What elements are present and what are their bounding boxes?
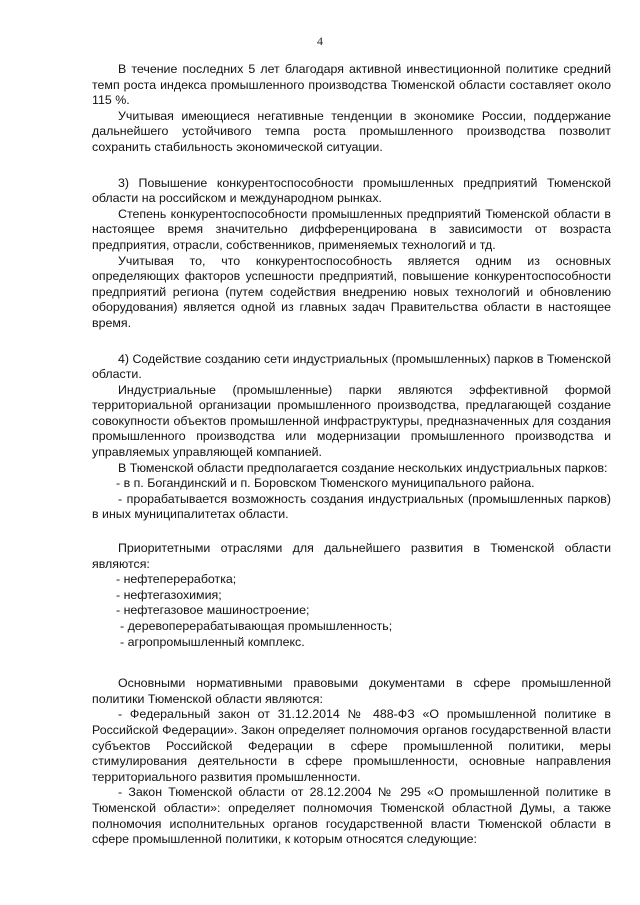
list-item-park-other: - прорабатывается возможность создания индустриальных (промышленных парков) в иных муниципалитетах области.: [92, 491, 611, 522]
paragraph-growth: В течение последних 5 лет благодаря активной инвестиционной политике средний темп роста индекса промышленного производства Тюменской области составляет около 115 %.: [92, 62, 611, 108]
list-item-sector: - деревоперерабатывающая промышленность;: [120, 619, 393, 633]
list-item-sector: - нефтегазохимия;: [116, 587, 222, 602]
paragraph-stability: Учитывая имеющиеся негативные тенденции в экономике России, поддержание дальнейшего устойчивого темпа роста промышленного производства позволит сохранить стабильность экономической ситуации.: [92, 108, 611, 154]
heading-industrial-parks: 4) Содействие созданию сети индустриальных (промышленных) парков в Тюменской области.: [92, 351, 611, 382]
list-item-federal-law: - Федеральный закон от 31.12.2014 № 488-ФЗ «О промышленной политике в Российской Федерации». Закон определяет полномочия органов государственной власти субъектов Российской Федерации в сфере промышленной политики, меры стимулирования деятельности в сфере промышленности, основные направления территориального развития промышленности.: [92, 707, 611, 784]
document-body: [92, 62, 611, 848]
list-item-park-location: - в п. Богандинский и п. Боровском Тюменского муниципального района.: [116, 476, 535, 491]
paragraph-differentiation: Степень конкурентоспособности промышленных предприятий Тюменской области в настоящее время значительно дифференцирована в зависимости от возраста предприятия, отрасли, собственников, применяемых технологий и тд.: [92, 206, 611, 252]
page-number: 4: [317, 34, 323, 48]
priority-sectors-list: [92, 572, 611, 650]
list-item-sector: - нефтегазовое машиностроение;: [116, 603, 310, 618]
heading-competitiveness: 3) Повышение конкурентоспособности промышленных предприятий Тюменской области на российском и международном рынках.: [92, 175, 611, 206]
paragraph-priority-sectors: Приоритетными отраслями для дальнейшего развития в Тюменской области являются:: [92, 541, 611, 571]
paragraph-parks-definition: Индустриальные (промышленные) парки являются эффективной формой территориальной организации промышленного производства, предлагающей создание совокупности объектов промышленной инфраструктуры, предназначенных для создания промышленного производства или модернизации промышленного производства и управляемых управляющей компанией.: [92, 382, 611, 460]
list-item-sector: - нефтепереработка;: [116, 572, 237, 587]
paragraph-parks-plan: В Тюменской области предполагается создание нескольких индустриальных парков:: [118, 460, 608, 475]
list-item-sector: - агропромышленный комплекс.: [120, 634, 305, 649]
paragraph-competitiveness-task: Учитывая то, что конкурентоспособность является одним из основных определяющих факторов успешности предприятий, повышение конкурентоспособности предприятий региона (путем содействия внедрению новых технологий и обновлению оборудования) является одной из главных задач Правительства области в настоящее время.: [92, 253, 611, 330]
paragraph-legal-docs: Основными нормативными правовыми документами в сфере промышленной политики Тюменской области являются:: [92, 676, 611, 706]
list-item-regional-law: - Закон Тюменской области от 28.12.2004 № 295 «О промышленной политике в Тюменской области»: определяет полномочия Тюменской областной Думы, а также полномочия исполнительных органов государственной власти Тюменской области в сфере промышленной политики, к которым относятся следующие:: [92, 785, 611, 847]
